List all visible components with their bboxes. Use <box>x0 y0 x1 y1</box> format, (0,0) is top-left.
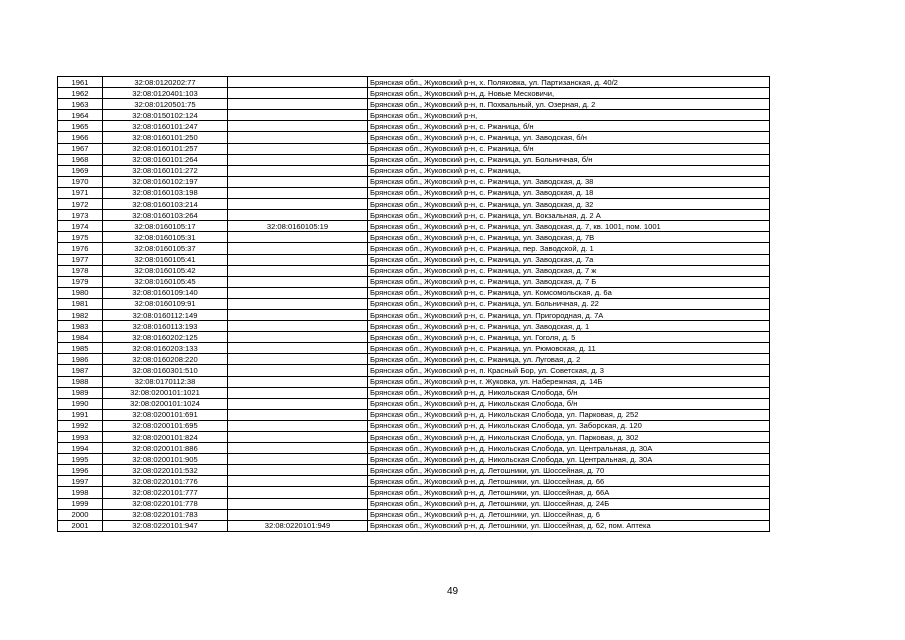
related-cadastral-number-cell: 32:08:0220101:949 <box>228 520 368 531</box>
related-cadastral-number-cell <box>228 376 368 387</box>
cadastral-number-cell: 32:08:0160113:193 <box>103 321 228 332</box>
row-number-cell: 1988 <box>58 376 103 387</box>
address-cell: Брянская обл., Жуковский р-н, г. Жуковка, ул. Набережная, д. 14Б <box>368 376 770 387</box>
row-number-cell: 1985 <box>58 343 103 354</box>
address-cell: Брянская обл., Жуковский р-н, д. Летошники, ул. Шоссейная, д. 24Б <box>368 498 770 509</box>
cadastral-number-cell: 32:08:0160202:125 <box>103 332 228 343</box>
related-cadastral-number-cell <box>228 409 368 420</box>
table-row <box>58 498 770 509</box>
cadastral-number-cell: 32:08:0160105:42 <box>103 265 228 276</box>
table-row <box>58 409 770 420</box>
related-cadastral-number-cell <box>228 99 368 110</box>
cadastral-number-cell: 32:08:0120401:103 <box>103 88 228 99</box>
table-row <box>58 187 770 198</box>
related-cadastral-number-cell <box>228 498 368 509</box>
row-number-cell: 1977 <box>58 254 103 265</box>
address-cell: Брянская обл., Жуковский р-н, д. Летошники, ул. Шоссейная, д. 66А <box>368 487 770 498</box>
cadastral-number-cell: 32:08:0160203:133 <box>103 343 228 354</box>
related-cadastral-number-cell <box>228 154 368 165</box>
cadastral-number-cell: 32:08:0160109:91 <box>103 298 228 309</box>
related-cadastral-number-cell <box>228 276 368 287</box>
related-cadastral-number-cell <box>228 298 368 309</box>
cadastral-number-cell: 32:08:0200101:1021 <box>103 387 228 398</box>
address-cell: Брянская обл., Жуковский р-н, с. Ржаница, ул. Пригородная, д. 7А <box>368 309 770 320</box>
registry-table <box>57 76 770 532</box>
cadastral-number-cell: 32:08:0220101:778 <box>103 498 228 509</box>
row-number-cell: 1994 <box>58 443 103 454</box>
address-cell: Брянская обл., Жуковский р-н, с. Ржаница, ул. Комсомольская, д. 6а <box>368 287 770 298</box>
related-cadastral-number-cell <box>228 420 368 431</box>
row-number-cell: 1964 <box>58 110 103 121</box>
table-row <box>58 509 770 520</box>
address-cell: Брянская обл., Жуковский р-н, с. Ржаница, ул. Заводская, д. 18 <box>368 187 770 198</box>
address-cell: Брянская обл., Жуковский р-н, д. Никольская Слобода, ул. Парковая, д. 252 <box>368 409 770 420</box>
row-number-cell: 1962 <box>58 88 103 99</box>
cadastral-number-cell: 32:08:0160109:140 <box>103 287 228 298</box>
related-cadastral-number-cell <box>228 398 368 409</box>
row-number-cell: 1986 <box>58 354 103 365</box>
cadastral-number-cell: 32:08:0200101:824 <box>103 432 228 443</box>
table-row <box>58 77 770 88</box>
address-cell: Брянская обл., Жуковский р-н, д. Никольская Слобода, б/н <box>368 398 770 409</box>
cadastral-number-cell: 32:08:0160101:257 <box>103 143 228 154</box>
related-cadastral-number-cell <box>228 387 368 398</box>
cadastral-number-cell: 32:08:0160105:17 <box>103 221 228 232</box>
row-number-cell: 1963 <box>58 99 103 110</box>
related-cadastral-number-cell <box>228 454 368 465</box>
cadastral-number-cell: 32:08:0200101:691 <box>103 409 228 420</box>
table-row <box>58 265 770 276</box>
row-number-cell: 1973 <box>58 210 103 221</box>
row-number-cell: 1965 <box>58 121 103 132</box>
address-cell: Брянская обл., Жуковский р-н, с. Ржаница, пер. Заводской, д. 1 <box>368 243 770 254</box>
address-cell: Брянская обл., Жуковский р-н, с. Ржаница, ул. Больничная, б/н <box>368 154 770 165</box>
table-row <box>58 454 770 465</box>
related-cadastral-number-cell <box>228 210 368 221</box>
row-number-cell: 1981 <box>58 298 103 309</box>
row-number-cell: 1982 <box>58 309 103 320</box>
row-number-cell: 1996 <box>58 465 103 476</box>
related-cadastral-number-cell <box>228 143 368 154</box>
address-cell: Брянская обл., Жуковский р-н, п. Похвальный, ул. Озерная, д. 2 <box>368 99 770 110</box>
related-cadastral-number-cell: 32:08:0160105:19 <box>228 221 368 232</box>
cadastral-number-cell: 32:08:0160112:149 <box>103 309 228 320</box>
address-cell: Брянская обл., Жуковский р-н, с. Ржаница, ул. Заводская, д. 1 <box>368 321 770 332</box>
cadastral-number-cell: 32:08:0160105:37 <box>103 243 228 254</box>
table-row <box>58 298 770 309</box>
cadastral-number-cell: 32:08:0170112:38 <box>103 376 228 387</box>
row-number-cell: 2001 <box>58 520 103 531</box>
table-row <box>58 99 770 110</box>
cadastral-number-cell: 32:08:0220101:783 <box>103 509 228 520</box>
row-number-cell: 1980 <box>58 287 103 298</box>
table-row <box>58 221 770 232</box>
address-cell: Брянская обл., Жуковский р-н, с. Ржаница, ул. Заводская, д. 32 <box>368 199 770 210</box>
related-cadastral-number-cell <box>228 232 368 243</box>
table-row <box>58 110 770 121</box>
table-row <box>58 443 770 454</box>
address-cell: Брянская обл., Жуковский р-н, <box>368 110 770 121</box>
cadastral-number-cell: 32:08:0160103:264 <box>103 210 228 221</box>
table-row <box>58 332 770 343</box>
table-row <box>58 165 770 176</box>
table-row <box>58 287 770 298</box>
cadastral-number-cell: 32:08:0160103:214 <box>103 199 228 210</box>
address-cell: Брянская обл., Жуковский р-н, д. Летошники, ул. Шоссейная, д. 66 <box>368 476 770 487</box>
row-number-cell: 1970 <box>58 176 103 187</box>
cadastral-number-cell: 32:08:0160105:45 <box>103 276 228 287</box>
cadastral-number-cell: 32:08:0220101:532 <box>103 465 228 476</box>
cadastral-number-cell: 32:08:0160301:510 <box>103 365 228 376</box>
row-number-cell: 1998 <box>58 487 103 498</box>
address-cell: Брянская обл., Жуковский р-н, с. Ржаница, ул. Луговая, д. 2 <box>368 354 770 365</box>
related-cadastral-number-cell <box>228 265 368 276</box>
table-row <box>58 321 770 332</box>
related-cadastral-number-cell <box>228 77 368 88</box>
cadastral-number-cell: 32:08:0160101:272 <box>103 165 228 176</box>
related-cadastral-number-cell <box>228 465 368 476</box>
related-cadastral-number-cell <box>228 176 368 187</box>
row-number-cell: 1991 <box>58 409 103 420</box>
row-number-cell: 1971 <box>58 187 103 198</box>
address-cell: Брянская обл., Жуковский р-н, д. Никольская Слобода, б/н <box>368 387 770 398</box>
table-row <box>58 132 770 143</box>
cadastral-number-cell: 32:08:0160208:220 <box>103 354 228 365</box>
address-cell: Брянская обл., Жуковский р-н, с. Ржаница, б/н <box>368 143 770 154</box>
table-row <box>58 487 770 498</box>
row-number-cell: 1975 <box>58 232 103 243</box>
row-number-cell: 1972 <box>58 199 103 210</box>
row-number-cell: 1969 <box>58 165 103 176</box>
address-cell: Брянская обл., Жуковский р-н, п. Красный Бор, ул. Советская, д. 3 <box>368 365 770 376</box>
table-row <box>58 121 770 132</box>
row-number-cell: 1992 <box>58 420 103 431</box>
row-number-cell: 1979 <box>58 276 103 287</box>
address-cell: Брянская обл., Жуковский р-н, с. Ржаница, ул. Заводская, б/н <box>368 132 770 143</box>
address-cell: Брянская обл., Жуковский р-н, х. Поляковка, ул. Партизанская, д. 40/2 <box>368 77 770 88</box>
row-number-cell: 1968 <box>58 154 103 165</box>
related-cadastral-number-cell <box>228 432 368 443</box>
cadastral-number-cell: 32:08:0200101:905 <box>103 454 228 465</box>
table-row <box>58 199 770 210</box>
address-cell: Брянская обл., Жуковский р-н, д. Никольская Слобода, ул. Центральная, д. 30А <box>368 454 770 465</box>
related-cadastral-number-cell <box>228 487 368 498</box>
row-number-cell: 1966 <box>58 132 103 143</box>
cadastral-number-cell: 32:08:0160101:264 <box>103 154 228 165</box>
related-cadastral-number-cell <box>228 509 368 520</box>
row-number-cell: 1974 <box>58 221 103 232</box>
row-number-cell: 1993 <box>58 432 103 443</box>
related-cadastral-number-cell <box>228 365 368 376</box>
row-number-cell: 1989 <box>58 387 103 398</box>
cadastral-number-cell: 32:08:0200101:1024 <box>103 398 228 409</box>
address-cell: Брянская обл., Жуковский р-н, д. Летошники, ул. Шоссейная, д. 62, пом. Аптека <box>368 520 770 531</box>
table-row <box>58 254 770 265</box>
related-cadastral-number-cell <box>228 321 368 332</box>
address-cell: Брянская обл., Жуковский р-н, д. Новые Месковичи, <box>368 88 770 99</box>
address-cell: Брянская обл., Жуковский р-н, д. Никольская Слобода, ул. Центральная, д. 30А <box>368 443 770 454</box>
table-row <box>58 465 770 476</box>
address-cell: Брянская обл., Жуковский р-н, д. Летошники, ул. Шоссейная, д. 6 <box>368 509 770 520</box>
related-cadastral-number-cell <box>228 88 368 99</box>
cadastral-number-cell: 32:08:0160103:198 <box>103 187 228 198</box>
cadastral-number-cell: 32:08:0160102:197 <box>103 176 228 187</box>
cadastral-number-cell: 32:08:0160105:31 <box>103 232 228 243</box>
address-cell: Брянская обл., Жуковский р-н, д. Летошники, ул. Шоссейная, д. 70 <box>368 465 770 476</box>
table-row <box>58 154 770 165</box>
address-cell: Брянская обл., Жуковский р-н, д. Никольская Слобода, ул. Заборская, д. 120 <box>368 420 770 431</box>
address-cell: Брянская обл., Жуковский р-н, с. Ржаница, ул. Заводская, д. 7 Б <box>368 276 770 287</box>
related-cadastral-number-cell <box>228 243 368 254</box>
related-cadastral-number-cell <box>228 110 368 121</box>
cadastral-number-cell: 32:08:0160105:41 <box>103 254 228 265</box>
related-cadastral-number-cell <box>228 254 368 265</box>
row-number-cell: 1967 <box>58 143 103 154</box>
registry-table-body <box>58 77 770 532</box>
cadastral-number-cell: 32:08:0220101:947 <box>103 520 228 531</box>
row-number-cell: 1987 <box>58 365 103 376</box>
related-cadastral-number-cell <box>228 165 368 176</box>
row-number-cell: 1961 <box>58 77 103 88</box>
related-cadastral-number-cell <box>228 287 368 298</box>
table-row <box>58 210 770 221</box>
address-cell: Брянская обл., Жуковский р-н, с. Ржаница, б/н <box>368 121 770 132</box>
table-row <box>58 232 770 243</box>
address-cell: Брянская обл., Жуковский р-н, с. Ржаница, ул. Рюмовская, д. 11 <box>368 343 770 354</box>
related-cadastral-number-cell <box>228 199 368 210</box>
table-row <box>58 365 770 376</box>
row-number-cell: 1983 <box>58 321 103 332</box>
cadastral-number-cell: 32:08:0120202:77 <box>103 77 228 88</box>
row-number-cell: 1976 <box>58 243 103 254</box>
table-row <box>58 176 770 187</box>
table-row <box>58 276 770 287</box>
row-number-cell: 1999 <box>58 498 103 509</box>
address-cell: Брянская обл., Жуковский р-н, с. Ржаница, ул. Вокзальная, д. 2 А <box>368 210 770 221</box>
address-cell: Брянская обл., Жуковский р-н, с. Ржаница, ул. Заводская, д. 38 <box>368 176 770 187</box>
row-number-cell: 1997 <box>58 476 103 487</box>
row-number-cell: 1984 <box>58 332 103 343</box>
table-row <box>58 398 770 409</box>
related-cadastral-number-cell <box>228 187 368 198</box>
table-row <box>58 376 770 387</box>
row-number-cell: 1995 <box>58 454 103 465</box>
address-cell: Брянская обл., Жуковский р-н, с. Ржаница, ул. Заводская, д. 7а <box>368 254 770 265</box>
address-cell: Брянская обл., Жуковский р-н, с. Ржаница, ул. Заводская, д. 7В <box>368 232 770 243</box>
table-row <box>58 476 770 487</box>
table-row <box>58 343 770 354</box>
address-cell: Брянская обл., Жуковский р-н, с. Ржаница, ул. Заводская, д. 7, кв. 1001, пом. 1001 <box>368 221 770 232</box>
page-number: 49 <box>446 586 459 597</box>
cadastral-number-cell: 32:08:0160101:247 <box>103 121 228 132</box>
table-row <box>58 309 770 320</box>
cadastral-number-cell: 32:08:0150102:124 <box>103 110 228 121</box>
address-cell: Брянская обл., Жуковский р-н, с. Ржаница, ул. Заводская, д. 7 ж <box>368 265 770 276</box>
related-cadastral-number-cell <box>228 332 368 343</box>
related-cadastral-number-cell <box>228 343 368 354</box>
row-number-cell: 1990 <box>58 398 103 409</box>
related-cadastral-number-cell <box>228 354 368 365</box>
related-cadastral-number-cell <box>228 132 368 143</box>
row-number-cell: 1978 <box>58 265 103 276</box>
address-cell: Брянская обл., Жуковский р-н, с. Ржаница, ул. Больничная, д. 22 <box>368 298 770 309</box>
table-row <box>58 432 770 443</box>
related-cadastral-number-cell <box>228 443 368 454</box>
cadastral-number-cell: 32:08:0160101:250 <box>103 132 228 143</box>
related-cadastral-number-cell <box>228 121 368 132</box>
table-row <box>58 143 770 154</box>
table-row <box>58 520 770 531</box>
address-cell: Брянская обл., Жуковский р-н, с. Ржаница, ул. Гоголя, д. 5 <box>368 332 770 343</box>
related-cadastral-number-cell <box>228 309 368 320</box>
table-row <box>58 243 770 254</box>
address-cell: Брянская обл., Жуковский р-н, с. Ржаница, <box>368 165 770 176</box>
cadastral-number-cell: 32:08:0220101:777 <box>103 487 228 498</box>
table-row <box>58 354 770 365</box>
cadastral-number-cell: 32:08:0200101:886 <box>103 443 228 454</box>
row-number-cell: 2000 <box>58 509 103 520</box>
table-row <box>58 387 770 398</box>
table-row <box>58 88 770 99</box>
cadastral-number-cell: 32:08:0120501:75 <box>103 99 228 110</box>
table-row <box>58 420 770 431</box>
address-cell: Брянская обл., Жуковский р-н, д. Никольская Слобода, ул. Парковая, д. 302 <box>368 432 770 443</box>
cadastral-number-cell: 32:08:0200101:695 <box>103 420 228 431</box>
cadastral-number-cell: 32:08:0220101:776 <box>103 476 228 487</box>
related-cadastral-number-cell <box>228 476 368 487</box>
